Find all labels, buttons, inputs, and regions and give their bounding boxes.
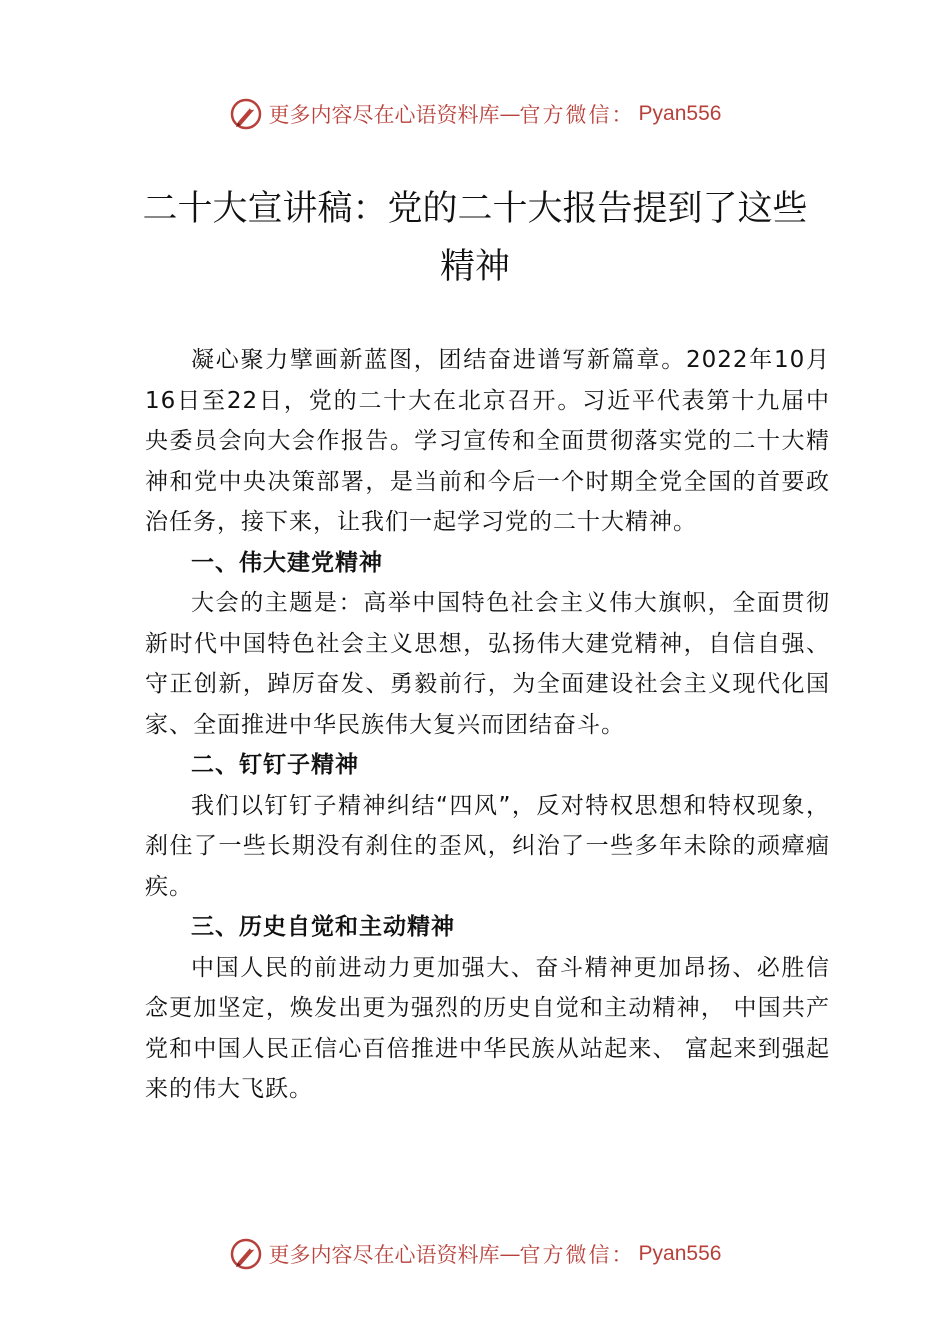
banner-wechat-id: Pyan556: [638, 102, 722, 125]
section-paragraph: 中国人民的前进动力更加强大、奋斗精神更加昂扬、必胜信念更加坚定，焕发出更为强烈的历史自觉和主动精神， 中国共产党和中国人民正信心百倍推进中华民族从站起来、 富起来到强起来的伟大飞跃。: [145, 954, 830, 1102]
footer-banner: [0, 1234, 950, 1274]
section-heading: 一、伟大建党精神: [191, 549, 383, 576]
banner-separator: —: [499, 1242, 520, 1266]
document-title: 二十大宣讲稿：党的二十大报告提到了这些精神: [142, 189, 808, 287]
section-heading: 二、钉钉子精神: [191, 752, 359, 778]
section-paragraph: 大会的主题是：高举中国特色社会主义伟大旗帜，全面贯彻新时代中国特色社会主义思想，弘扬伟大建党精神，自信自强、守正创新，踔厉奋发、勇毅前行，为全面建设社会主义现代化国家、全面推进中华民族伟大复兴而团结奋斗。: [145, 590, 830, 738]
pen-logo-icon: [229, 97, 263, 131]
banner-text: 更多内容尽在心语资料库: [268, 1243, 500, 1267]
banner-wechat-label: 官方微信：: [519, 1243, 635, 1267]
document-body: [145, 340, 830, 1110]
banner-wechat-id: Pyan556: [638, 1242, 722, 1265]
pen-logo-icon: [229, 1237, 263, 1271]
banner-text: 更多内容尽在心语资料库: [268, 103, 500, 127]
banner-wechat-label: 官方微信：: [519, 103, 635, 127]
section-heading: 三、历史自觉和主动精神: [191, 914, 455, 940]
header-banner: [0, 94, 950, 134]
intro-paragraph: 凝心聚力擘画新蓝图，团结奋进谱写新篇章。2022年10月16日至22日，党的二十大在北京召开。习近平代表第十九届中央委员会向大会作报告。学习宣传和全面贯彻落实党的二十大精神和党中央决策部署，是当前和今后一个时期全党全国的首要政治任务，接下来，让我们一起学习党的二十大精神。: [145, 347, 830, 535]
section-paragraph: 我们以钉钉子精神纠结“四风”，反对特权思想和特权现象，刹住了一些长期没有刹住的歪风，纠治了一些多年未除的顽瘴痼疾。: [145, 792, 830, 900]
banner-separator: —: [499, 102, 520, 126]
